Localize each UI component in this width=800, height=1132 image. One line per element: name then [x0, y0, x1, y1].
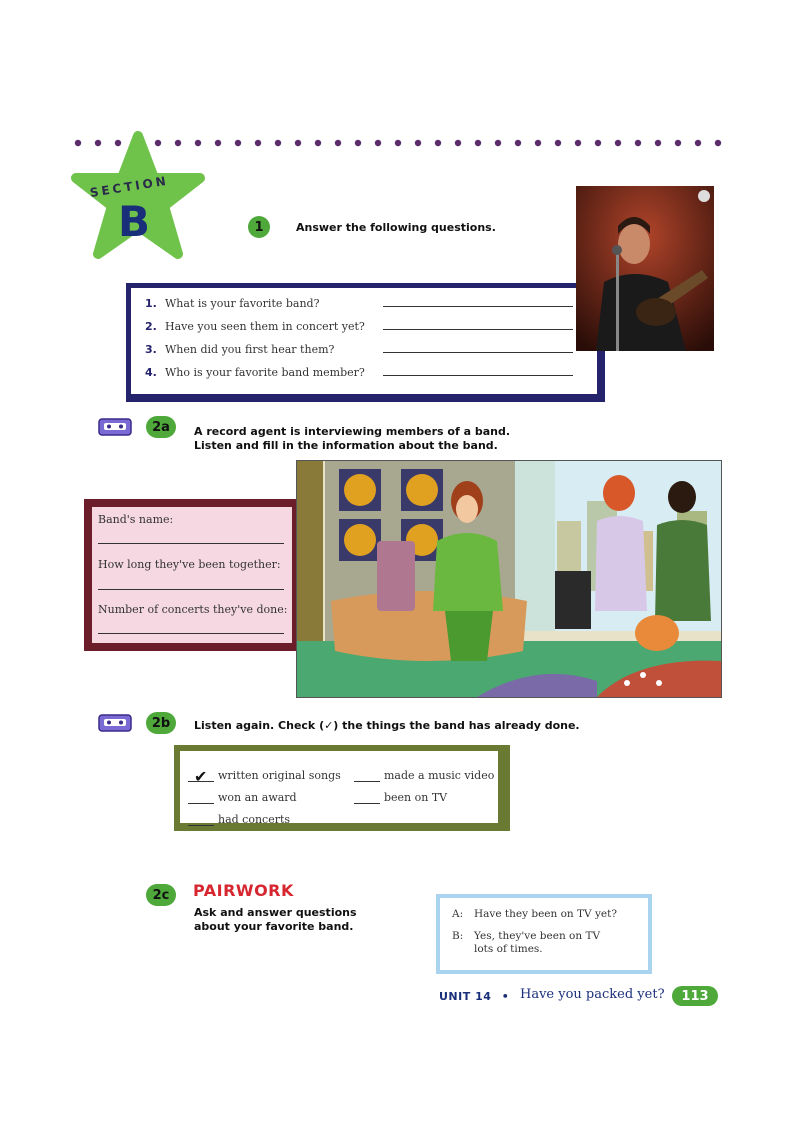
checklist-label: been on TV — [384, 791, 448, 804]
checklist-item[interactable] — [188, 767, 341, 786]
exercise-2c-instruction-line1: Ask and answer questions — [194, 906, 357, 919]
question-row — [145, 313, 365, 333]
checklist-box — [174, 745, 510, 831]
question-row — [145, 290, 320, 310]
dialog-text: Yes, they've been on TV lots of times. — [474, 930, 601, 955]
exercise-2a-badge: 2a — [146, 416, 176, 438]
check-mark-icon: ✔ — [194, 767, 208, 786]
page-number: 113 — [672, 986, 718, 1006]
concerts-answer-line[interactable] — [98, 633, 284, 634]
checklist-item[interactable] — [188, 813, 290, 826]
time-together-answer-line[interactable] — [98, 589, 284, 590]
cassette-icon — [98, 714, 132, 732]
checklist-item[interactable] — [354, 791, 447, 804]
exercise-2a-instruction-line1: A record agent is interviewing members of a band. — [194, 425, 510, 438]
singer-photo — [576, 186, 714, 351]
question-number: 3. — [145, 343, 157, 356]
question-text: Have you seen them in concert yet? — [165, 320, 365, 333]
question-text: Who is your favorite band member? — [165, 366, 365, 379]
checklist-label: had concerts — [218, 813, 291, 826]
checklist-label: written original songs — [218, 769, 341, 782]
pairwork-title: PAIRWORK — [193, 881, 294, 900]
question-number: 2. — [145, 320, 157, 333]
question-number: 4. — [145, 366, 157, 379]
band-info-form — [84, 499, 300, 651]
checkbox-blank[interactable] — [188, 825, 214, 826]
dialog-line — [452, 908, 617, 921]
question-row — [145, 359, 365, 379]
dialog-line — [452, 930, 622, 956]
checkbox-blank[interactable] — [188, 803, 214, 804]
checklist-item[interactable] — [354, 769, 494, 782]
question-text: What is your favorite band? — [165, 297, 320, 310]
checklist-label: made a music video — [384, 769, 495, 782]
exercise-2c-badge: 2c — [146, 884, 176, 906]
section-label: SECTION — [88, 173, 170, 200]
exercise-2b-badge: 2b — [146, 712, 176, 734]
dialog-speaker: B: — [452, 930, 464, 942]
band-name-answer-line[interactable] — [98, 543, 284, 544]
checkbox-blank[interactable] — [354, 803, 380, 804]
footer-unit-label — [439, 990, 515, 1003]
dialog-text: Have they been on TV yet? — [474, 908, 617, 920]
checkbox-blank[interactable] — [188, 767, 214, 786]
answer-line[interactable] — [383, 352, 573, 353]
unit-number: UNIT 14 — [439, 990, 492, 1003]
checklist-item[interactable] — [188, 791, 297, 804]
question-row — [145, 336, 334, 356]
question-number: 1. — [145, 297, 157, 310]
answer-line[interactable] — [383, 329, 573, 330]
form-label-concerts: Number of concerts they've done: — [98, 603, 288, 616]
checkbox-blank[interactable] — [354, 781, 380, 782]
form-label-band-name: Band's name: — [98, 513, 174, 526]
unit-title: Have you packed yet? — [520, 987, 665, 1002]
exercise-2a-instruction-line2: Listen and fill in the information about the band. — [194, 439, 498, 452]
exercise-2c-instruction-line2: about your favorite band. — [194, 920, 354, 933]
form-label-time-together: How long they've been together: — [98, 558, 281, 571]
dialog-speaker: A: — [452, 908, 464, 920]
exercise-2b-instruction: Listen again. Check (✓) the things the band has already done. — [194, 719, 580, 732]
office-scene-illustration — [296, 460, 722, 698]
band-info-form-body — [92, 507, 292, 643]
sample-dialog-box — [436, 894, 652, 974]
questions-box — [126, 283, 605, 402]
section-letter: B — [118, 197, 151, 246]
exercise-1-instruction: Answer the following questions. — [296, 221, 496, 234]
exercise-1-badge: 1 — [248, 216, 270, 238]
checklist-body — [180, 751, 498, 826]
footer-bullet: • — [501, 990, 510, 1003]
answer-line[interactable] — [383, 375, 573, 376]
checklist-label: won an award — [218, 791, 297, 804]
cassette-icon — [98, 418, 132, 436]
answer-line[interactable] — [383, 306, 573, 307]
question-text: When did you first hear them? — [165, 343, 335, 356]
